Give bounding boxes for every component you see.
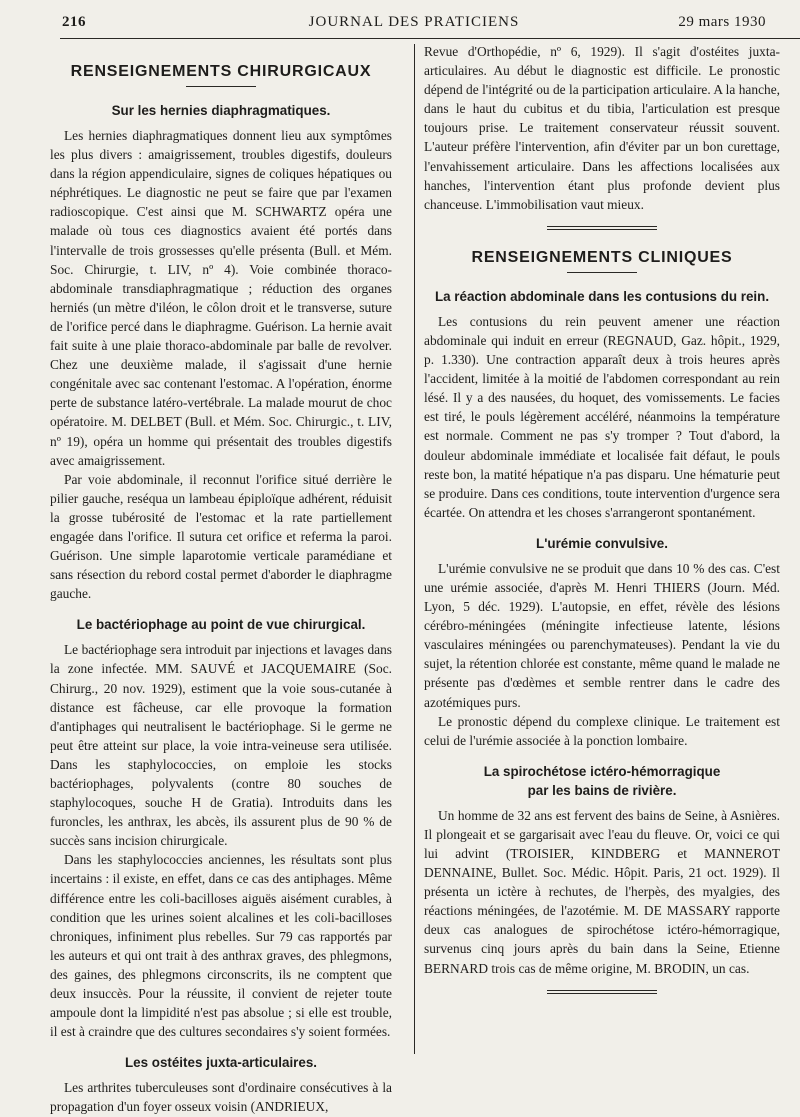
title-rule bbox=[186, 86, 256, 87]
article-paragraph: Les hernies diaphragmatiques donnent lieu aux symptômes les plus divers : amaigrissement, troubles digestifs, douleurs dans la région appendiculaire, signes de coliques hépatiques ou néphrétiques. Le diagnostic ne peut se faire que par l'examen radioscopique. C'est ainsi que M. SCHWARTZ opéra une malade où tous ces diagnostics avaient été portés dans l'intervalle de trois grossesses qu'elle présenta (Bull. et Mém. Soc. Chirurgie, t. LIV, nº 4). Voie combinée thoraco-abdominale transdiaphragmatique ; réduction des organes herniés (un mètre d'iléon, le côlon droit et le transverse, suture de l'orifice percé dans le diaphragme. Guérison. La hernie avait fait suite à une plaie thoraco-abdominale par balle de revolver. Chez une deuxième malade, il s'agissait d'une hernie congénitale avec sac contenant l'estomac. A l'opération, énorme perte de substance latéro-vertébrale. La malade mourut de choc opératoire. M. DELBET (Bull. et Mém. Soc. Chirurgic., t. LIV, nº 19), opéra un homme qui présentait des troubles digestifs avec amaigrissement. bbox=[50, 128, 392, 468]
double-rule bbox=[547, 990, 657, 994]
article-paragraph: Les contusions du rein peuvent amener une réaction abdominale qui induit en erreur (REGNAUD, Gaz. hôpit., 1929, p. 1.330). Une contraction apparaît deux à trois heures après l'accident, limitée à la moitié de l'abdomen correspondant au rein lésé. Il y a des nausées, du hoquet, des vomissements. Le facies est tiré, le pouls légèrement accéléré, néanmoins la température est normale. Comment ne pas s'y tromper ? Tout d'abord, la douleur abdominale immédiate et localisée fait défaut, le pouls reste bon, la matité hépatique n'a pas disparu. Une hématurie peut se produire. Dans ces conditions, toute intervention d'urgence sera écartée. On attendra et les choses s'arrangeront spontanément. bbox=[424, 313, 780, 520]
issue-date: 29 mars 1930 bbox=[678, 14, 766, 30]
title-rule bbox=[567, 272, 637, 273]
article-paragraph-continued: Revue d'Orthopédie, nº 6, 1929). Il s'agit d'ostéites juxta-articulaires. Au début le diagnostic est difficile. Le pronostic dépend de l'intégrité ou de la participation articulaire. A la hanche, dans le haut du cubitus et du tibia, l'articulation est presque toujours prise. Le traitement conservateur réussit souvent. L'auteur préfère l'intervention, afin d'éviter par un bon curettage, l'envahissement articulaire. Dans les affections localisées aux hanches, l'intervention étant plus profonde devient plus chanceuse. L'immobilisation vaut mieux. bbox=[424, 44, 780, 212]
article-title-uremie: L'urémie convulsive. bbox=[536, 535, 668, 551]
article-title-spirochetose-line2: par les bains de rivière. bbox=[527, 782, 677, 798]
right-column bbox=[424, 42, 780, 994]
article-paragraph: Un homme de 32 ans est fervent des bains de Seine, à Asnières. Il plongeait et se gargarisait avec l'eau du fleuve. Or, voici ce qui lui advint (TROISIER, KINDBERG et MANNEROT DENNAINE, Bullet. Soc. Médic. Hôpit. Paris, 21 oct. 1929). Il présenta un ictère à rechutes, de l'herpès, des myalgies, des réactions méningées, de l'azotémie. M. DE MASSARY rapporte deux cas analogues de spirochétose ictéro-hémorragique, survenus cinq jours après du bain dans la Seine, Etienne BERNARD trois cas de même origine, M. BRODIN, un cas. bbox=[424, 807, 780, 976]
article-paragraph: Le bactériophage sera introduit par injections et lavages dans la zone infectée. MM. SAUVÉ et JACQUEMAIRE (Soc. Chirurg., 20 nov. 1929), estiment que la voie sous-cutanée à distance est fâcheuse, car elle provoque la formation d'antiphages qui neutralisent le bactériophage. Si le germe ne peut être atteint sur place, la voie intra-veineuse sera utilisée. Dans les staphylococcies, on emploie les stocks bactériophages, polyvalents (contre 80 souches de staphylocoques, souche H de Gratia). Introduits dans les furoncles, les anthrax, les abcès, ils assurent plus de 90 % de succès sans incision chirurgicale. bbox=[50, 642, 392, 849]
article-title-reaction: La réaction abdominale dans les contusions du rein. bbox=[434, 288, 770, 304]
journal-title: JOURNAL DES PRATICIENS bbox=[308, 14, 520, 30]
page-number: 216 bbox=[62, 14, 86, 30]
article-paragraph: L'urémie convulsive ne se produit que dans 10 % des cas. C'est une urémie associée, d'après M. Henri THIERS (Journ. Méd. Lyon, 5 déc. 1929). L'autopsie, en effet, révèle des lésions cérébro-méningées (méningite infectieuse latente, lésions vasculaires méningées ou parenchymateuses). Pendant la vie du sujet, la rétention chlorée est constante, même quand le malade ne présente pas d'œdèmes et semble rentrer dans le cadre des azotémiques purs. bbox=[424, 560, 780, 710]
article-title-spirochetose: La spirochétose ictéro-hémorragique bbox=[483, 763, 721, 779]
section-title-surgical: RENSEIGNEMENTS CHIRURGICAUX bbox=[70, 63, 372, 80]
left-column bbox=[50, 62, 392, 1117]
header-rule bbox=[60, 38, 800, 39]
article-title-hernies: Sur les hernies diaphragmatiques. bbox=[111, 103, 331, 118]
running-header bbox=[62, 14, 766, 36]
article-title-bacteriophage: Le bactériophage au point de vue chirurgical. bbox=[76, 617, 366, 633]
column-divider bbox=[414, 44, 415, 1054]
article-paragraph: Le pronostic dépend du complexe clinique. Le traitement est celui de l'urémie associée à la ponction lombaire. bbox=[424, 713, 780, 748]
article-paragraph: Dans les staphylococcies anciennes, les résultats sont plus incertains : il existe, en effet, dans ce cas des antiphages. Même différence entre les coli-bacilloses aiguës aisément curables, à condition que les urines soient alcalines et les coli-bacilloses chroniques, infiniment plus rebelles. Sur 79 cas rapportés par les auteurs et qui ont trait à des anthrax graves, des phlegmons, des gaines, des phlegmons circonscrits, ils ne comptent que deux insuccès. Pour la réussite, il convient de rejeter toute ampoule dont la limpidité n'est pas absolue ; si elle est trouble, il est à craindre que des cultures secondaires s'y soient formées. bbox=[50, 852, 392, 1040]
article-paragraph: Par voie abdominale, il reconnut l'orifice situé derrière le pilier gauche, reséqua un lambeau épiploïque adhérent, réduisit la grosse tubérosité de l'estomac et la rate partiellement engagée dans l'orifice. Il sutura cet orifice et referma la paroi. Guérison. Une simple laparotomie verticale paramédiane et sans résection du rebord costal permet d'aborder le diaphragme gauche. bbox=[50, 471, 392, 602]
article-title-osteites: Les ostéites juxta-articulaires. bbox=[124, 1055, 317, 1071]
article-paragraph: Les arthrites tuberculeuses sont d'ordinaire consécutives à la propagation d'un foyer osseux voisin (ANDRIEUX, bbox=[50, 1080, 392, 1115]
section-title-clinical: RENSEIGNEMENTS CLINIQUES bbox=[471, 248, 733, 266]
